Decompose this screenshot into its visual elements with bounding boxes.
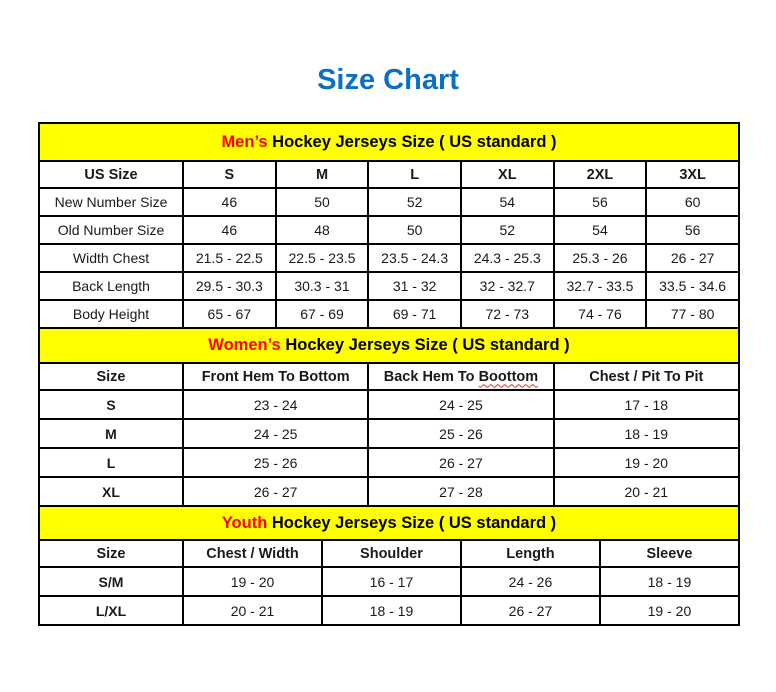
size-value-cell: 24.3 - 25.3 [461,244,554,272]
size-chart-table [38,122,740,626]
size-value-cell: 50 [368,216,461,244]
size-value-cell: 20 - 21 [183,596,322,625]
mens-column-header-row [39,161,739,188]
column-header-size: Size [39,540,183,567]
size-value-cell: 19 - 20 [600,596,739,625]
size-value-cell: 26 - 27 [646,244,739,272]
row-label: M [39,419,183,448]
table-row-youth-lxl [39,596,739,625]
row-label: S/M [39,567,183,596]
column-header-sleeve: Sleeve [600,540,739,567]
row-label: New Number Size [39,188,183,216]
column-header-xl: XL [461,161,554,188]
youth-column-header-row [39,540,739,567]
womens-section-header [39,328,739,363]
size-value-cell: 25 - 26 [183,448,368,477]
size-value-cell: 50 [276,188,369,216]
table-row-youth-sm [39,567,739,596]
size-value-cell: 26 - 27 [368,448,553,477]
table-row-new-number-size [39,188,739,216]
size-value-cell: 18 - 19 [554,419,739,448]
size-value-cell: 33.5 - 34.6 [646,272,739,300]
youth-section-highlight: Youth [221,513,268,532]
size-value-cell: 26 - 27 [183,477,368,506]
size-value-cell: 72 - 73 [461,300,554,328]
size-value-cell: 26 - 27 [461,596,600,625]
womens-section-title-text: Hockey Jerseys Size ( US standard ) [280,336,570,354]
column-header-3xl: 3XL [646,161,739,188]
table-row-women-xl [39,477,739,506]
size-value-cell: 24 - 26 [461,567,600,596]
table-row-back-length [39,272,739,300]
row-label: S [39,390,183,419]
mens-section-row [39,123,739,161]
size-value-cell: 25.3 - 26 [554,244,647,272]
size-value-cell: 46 [183,188,276,216]
mens-section-header [39,123,739,161]
table-row-women-m [39,419,739,448]
row-label: L/XL [39,596,183,625]
size-value-cell: 67 - 69 [276,300,369,328]
size-value-cell: 52 [461,216,554,244]
size-value-cell: 27 - 28 [368,477,553,506]
size-value-cell: 21.5 - 22.5 [183,244,276,272]
size-value-cell: 54 [554,216,647,244]
column-header-length: Length [461,540,600,567]
size-value-cell: 31 - 32 [368,272,461,300]
size-value-cell: 54 [461,188,554,216]
column-header-us-size: US Size [39,161,183,188]
size-value-cell: 24 - 25 [183,419,368,448]
size-value-cell: 20 - 21 [554,477,739,506]
size-value-cell: 29.5 - 30.3 [183,272,276,300]
column-header-front-hem: Front Hem To Bottom [183,363,368,390]
size-value-cell: 46 [183,216,276,244]
size-value-cell: 48 [276,216,369,244]
youth-section-title-text: Hockey Jerseys Size ( US standard ) [267,513,557,532]
mens-section-title-text: Hockey Jerseys Size ( US standard ) [267,132,557,151]
table-row-body-height [39,300,739,328]
row-label: Old Number Size [39,216,183,244]
size-value-cell: 19 - 20 [183,567,322,596]
size-value-cell: 52 [368,188,461,216]
size-value-cell: 56 [646,216,739,244]
row-label: XL [39,477,183,506]
row-label: Width Chest [39,244,183,272]
column-header-m: M [276,161,369,188]
size-value-cell: 69 - 71 [368,300,461,328]
size-value-cell: 25 - 26 [368,419,553,448]
size-value-cell: 32 - 32.7 [461,272,554,300]
size-value-cell: 19 - 20 [554,448,739,477]
mens-section-highlight: Men’s [221,132,268,151]
column-header-chest-pit: Chest / Pit To Pit [554,363,739,390]
size-value-cell: 60 [646,188,739,216]
size-value-cell: 24 - 25 [368,390,553,419]
size-value-cell: 32.7 - 33.5 [554,272,647,300]
womens-section-row [39,328,739,363]
row-label: L [39,448,183,477]
womens-section-highlight: Women’s [208,336,281,354]
column-header-2xl: 2XL [554,161,647,188]
table-row-women-l [39,448,739,477]
size-value-cell: 30.3 - 31 [276,272,369,300]
column-header-chest-width: Chest / Width [183,540,322,567]
size-value-cell: 23 - 24 [183,390,368,419]
column-header-size: Size [39,363,183,390]
size-value-cell: 17 - 18 [554,390,739,419]
table-row-width-chest [39,244,739,272]
page-title: Size Chart [317,64,459,96]
size-value-cell: 74 - 76 [554,300,647,328]
back-hem-label-prefix: Back Hem To [383,368,479,385]
size-value-cell: 77 - 80 [646,300,739,328]
column-header-back-hem [368,363,553,390]
youth-section-header [39,506,739,540]
size-value-cell: 16 - 17 [322,567,461,596]
row-label: Back Length [39,272,183,300]
size-value-cell: 18 - 19 [600,567,739,596]
size-value-cell: 22.5 - 23.5 [276,244,369,272]
column-header-s: S [183,161,276,188]
column-header-l: L [368,161,461,188]
table-row-old-number-size [39,216,739,244]
table-row-women-s [39,390,739,419]
size-value-cell: 56 [554,188,647,216]
size-value-cell: 23.5 - 24.3 [368,244,461,272]
size-value-cell: 18 - 19 [322,596,461,625]
size-value-cell: 65 - 67 [183,300,276,328]
row-label: Body Height [39,300,183,328]
column-header-shoulder: Shoulder [322,540,461,567]
back-hem-misspelled-word: Boottom [478,368,539,385]
youth-section-row [39,506,739,540]
womens-column-header-row [39,363,739,390]
